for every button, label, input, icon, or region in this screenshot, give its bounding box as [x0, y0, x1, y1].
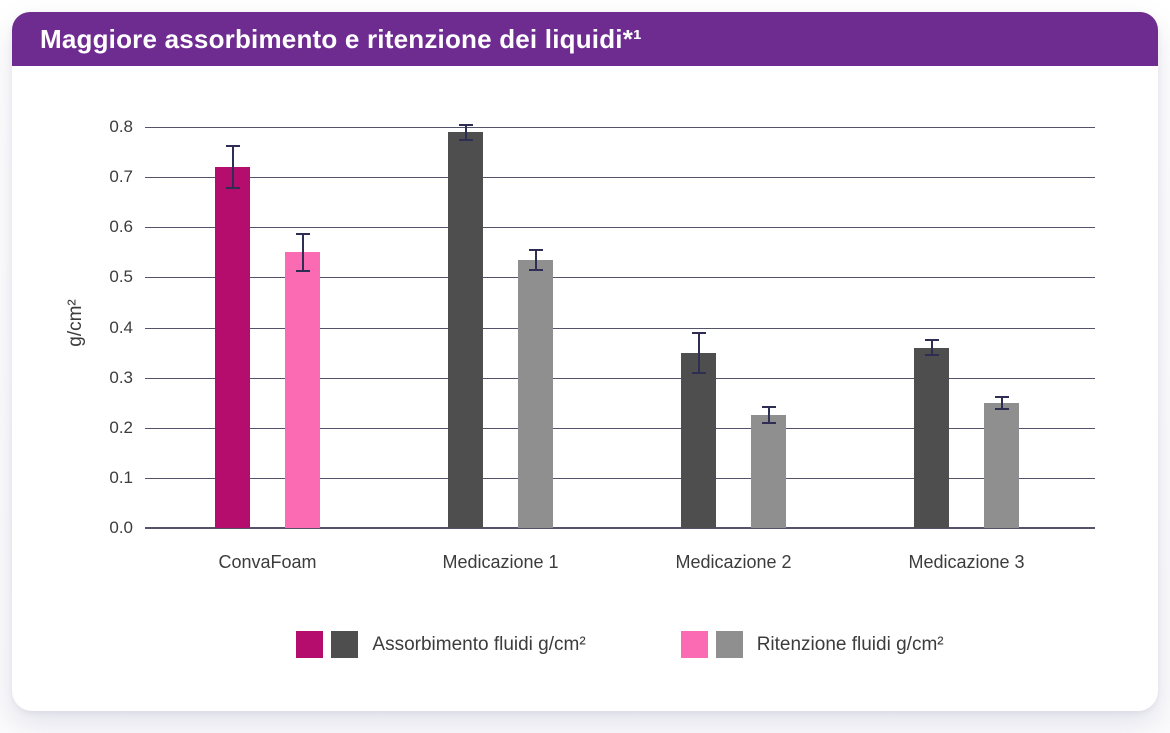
y-tick-label: 0.6	[109, 217, 133, 237]
chart-legend	[145, 631, 1095, 658]
error-bar-cap	[692, 332, 706, 334]
bar-assorbimento-convafoam	[215, 167, 250, 528]
error-bar-cap	[529, 269, 543, 271]
legend-swatch	[716, 631, 743, 658]
error-bar-line	[302, 234, 304, 271]
plot-area	[145, 127, 1095, 528]
y-axis-title: g/cm²	[65, 299, 86, 347]
error-bar-line	[698, 333, 700, 373]
error-bar-cap	[226, 145, 240, 147]
error-bar-cap	[762, 422, 776, 424]
bar-ritenzione-medicazione-2	[751, 415, 786, 528]
x-tick-label-convafoam: ConvaFoam	[218, 552, 317, 572]
bar-ritenzione-medicazione-3	[984, 403, 1019, 528]
error-bar-cap	[459, 139, 473, 141]
legend-swatch	[331, 631, 358, 658]
y-tick-label: 0.1	[109, 467, 133, 487]
gridline-y-0.6	[145, 227, 1095, 228]
y-tick-label: 0.2	[109, 417, 133, 437]
card-header	[12, 12, 1158, 66]
error-bar-cap	[692, 372, 706, 374]
gridline-y-0.8	[145, 127, 1095, 128]
bar-ritenzione-medicazione-1	[518, 260, 553, 528]
error-bar-cap	[459, 124, 473, 126]
error-bar-cap	[762, 406, 776, 408]
x-tick-label-medicazione-1: Medicazione 1	[442, 552, 559, 572]
gridline-y-0.7	[145, 177, 1095, 178]
legend-label: Ritenzione fluidi g/cm²	[756, 633, 944, 655]
error-bar-cap	[995, 408, 1009, 410]
error-bar-cap	[296, 270, 310, 272]
error-bar-cap	[995, 396, 1009, 398]
y-tick-label: 0.5	[109, 267, 133, 287]
legend-swatch	[681, 631, 708, 658]
error-bar-cap	[226, 187, 240, 189]
error-bar-line	[931, 340, 933, 355]
error-bar-cap	[296, 233, 310, 235]
error-bar-cap	[925, 354, 939, 356]
error-bar-line	[768, 407, 770, 423]
x-tick-label-medicazione-3: Medicazione 3	[908, 552, 1025, 572]
legend-swatch	[296, 631, 323, 658]
bar-ritenzione-convafoam	[285, 252, 320, 528]
error-bar-cap	[925, 339, 939, 341]
chart-title: Maggiore assorbimento e ritenzione dei liquidi*¹	[40, 23, 642, 54]
bar-assorbimento-medicazione-1	[448, 132, 483, 528]
error-bar-line	[465, 125, 467, 140]
error-bar-cap	[529, 249, 543, 251]
y-tick-label: 0.0	[109, 518, 133, 537]
legend-label: Assorbimento fluidi g/cm²	[372, 633, 586, 655]
bar-assorbimento-medicazione-2	[681, 353, 716, 528]
y-tick-label: 0.4	[109, 317, 133, 337]
y-tick-label: 0.3	[109, 367, 133, 387]
legend-item-0	[296, 631, 585, 658]
error-bar-line	[232, 146, 234, 188]
x-tick-label-medicazione-2: Medicazione 2	[675, 552, 792, 572]
bar-assorbimento-medicazione-3	[914, 348, 949, 528]
error-bar-line	[535, 250, 537, 270]
legend-item-1	[681, 631, 944, 658]
y-tick-label: 0.8	[109, 117, 133, 136]
y-tick-label: 0.7	[109, 167, 133, 187]
